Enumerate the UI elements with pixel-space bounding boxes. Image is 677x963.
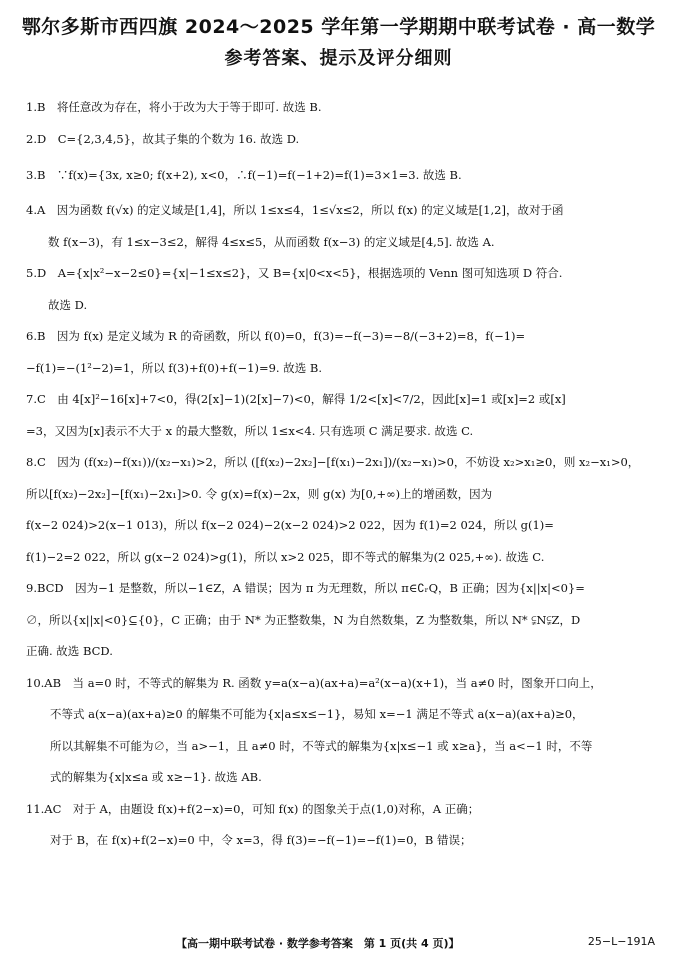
page-subtitle: 参考答案、提示及评分细则 bbox=[224, 48, 453, 69]
answer-line: 对于 B，在 f(x)+f(2−x)=0 中，令 x=3，得 f(3)=−f(−1)=−f(1)=0，B 错误； bbox=[50, 833, 472, 847]
answer-item-10 bbox=[26, 668, 655, 794]
answer-line: =3，又因为[x]表示不大于 x 的最大整数，所以 1≤x<4. 只有选项 C 满足要求. 故选 C. bbox=[26, 423, 474, 438]
answer-item-1 bbox=[26, 92, 655, 124]
answer-line: 故选 D. bbox=[48, 297, 88, 312]
answer-item-9 bbox=[26, 573, 655, 668]
answer-line: 5.D A={x|x²−x−2≤0}={x|−1≤x≤2}，又 B={x|0<x<5}，根据选项的 Venn 图可知选项 D 符合. bbox=[26, 266, 563, 280]
answer-line: 所以[f(x₂)−2x₂]−[f(x₁)−2x₁]>0. 令 g(x)=f(x)−2x，则 g(x) 为[0,+∞)上的增函数，因为 bbox=[26, 486, 493, 501]
answer-line: 数 f(x−3)，有 1≤x−3≤2，解得 4≤x≤5，从而函数 f(x−3) 的定义域是[4,5]. 故选 A. bbox=[48, 234, 495, 249]
answer-line: 6.B 因为 f(x) 是定义域为 R 的奇函数，所以 f(0)=0，f(3)=−f(−3)=−8/(−3+2)=8，f(−1)= bbox=[26, 329, 526, 343]
page-title: 鄂尔多斯市西四旗 2024～2025 学年第一学期期中联考试卷 · 高一数学 bbox=[21, 16, 656, 38]
answer-line: 正确. 故选 BCD. bbox=[26, 644, 113, 658]
answer-item-7 bbox=[26, 384, 655, 447]
answer-line: 所以其解集不可能为∅，当 a>−1，且 a≠0 时，不等式的解集为{x|x≤−1 或 x≥a}，当 a<−1 时，不等 bbox=[50, 738, 593, 753]
answer-line: 10.AB 当 a=0 时，不等式的解集为 R. 函数 y=a(x−a)(ax+a)=a²(x−a)(x+1)，当 a≠0 时，图象开口向上， bbox=[26, 675, 602, 690]
answer-line: 1.B 将任意改为存在，将小于改为大于等于即可. 故选 B. bbox=[26, 100, 322, 114]
answer-line: 7.C 由 4[x]²−16[x]+7<0，得(2[x]−1)(2[x]−7)<0，解得 1/2<[x]<7/2，因此[x]=1 或[x]=2 或[x] bbox=[26, 392, 566, 406]
answer-line: f(1)−2=2 022，所以 g(x−2 024)>g(1)，所以 x>2 025，即不等式的解集为(2 025,+∞). 故选 C. bbox=[26, 549, 545, 564]
answer-item-11 bbox=[26, 794, 655, 857]
answer-line: 3.B ∵f(x)={3x, x≥0; f(x+2), x<0，∴f(−1)=f(−1+2)=f(1)=3×1=3. 故选 B. bbox=[26, 168, 462, 182]
answer-item-8 bbox=[26, 447, 655, 573]
answer-line: 11.AC 对于 A，由题设 f(x)+f(2−x)=0，可知 f(x) 的图象关于点(1,0)对称，A 正确； bbox=[26, 801, 480, 816]
answer-list bbox=[26, 92, 655, 857]
answer-line: ∅，所以{x||x|<0}⊆{0}，C 正确；由于 N* 为正整数集，N 为自然数集，Z 为整数集，所以 N* ⫋N⫋Z，D bbox=[26, 612, 581, 627]
answer-item-5 bbox=[26, 258, 655, 321]
answer-line: 9.BCD 因为−1 是整数，所以−1∈Z，A 错误；因为 π 为无理数，所以 π∈∁ᵣQ，B 正确；因为{x||x|<0}= bbox=[26, 581, 585, 595]
answer-line: 2.D C={2,3,4,5}，故其子集的个数为 16. 故选 D. bbox=[26, 131, 300, 146]
answer-line: 4.A 因为函数 f(√x) 的定义域是[1,4]，所以 1≤x≤4，1≤√x≤2，所以 f(x) 的定义域是[1,2]，故对于函 bbox=[26, 203, 564, 217]
footer-page-info: 【高一期中联考试卷 · 数学参考答案 第 1 页(共 4 页)】 bbox=[176, 937, 460, 950]
answer-line: 式的解集为{x|x≤a 或 x≥−1}. 故选 AB. bbox=[50, 770, 262, 784]
footer-code: 25−L−191A bbox=[587, 935, 655, 948]
answer-line: −f(1)=−(1²−2)=1，所以 f(3)+f(0)+f(−1)=9. 故选 B. bbox=[26, 360, 322, 375]
answer-item-3 bbox=[26, 155, 655, 195]
answer-item-6 bbox=[26, 321, 655, 384]
answer-line: 8.C 因为 (f(x₂)−f(x₁))/(x₂−x₁)>2，所以 ([f(x₂)−2x₂]−[f(x₁)−2x₁])/(x₂−x₁)>0，不妨设 x₂>x₁≥0，则 x₂−x₁>0， bbox=[26, 455, 640, 469]
answer-item-2 bbox=[26, 124, 655, 156]
answer-item-4 bbox=[26, 195, 655, 258]
answer-line: 不等式 a(x−a)(ax+a)≥0 的解集不可能为{x|a≤x≤−1}，易知 x=−1 满足不等式 a(x−a)(ax+a)≥0， bbox=[50, 707, 584, 721]
answer-line: f(x−2 024)>2(x−1 013)，所以 f(x−2 024)−2(x−2 024)>2 022，因为 f(1)=2 024，所以 g(1)= bbox=[26, 518, 554, 532]
